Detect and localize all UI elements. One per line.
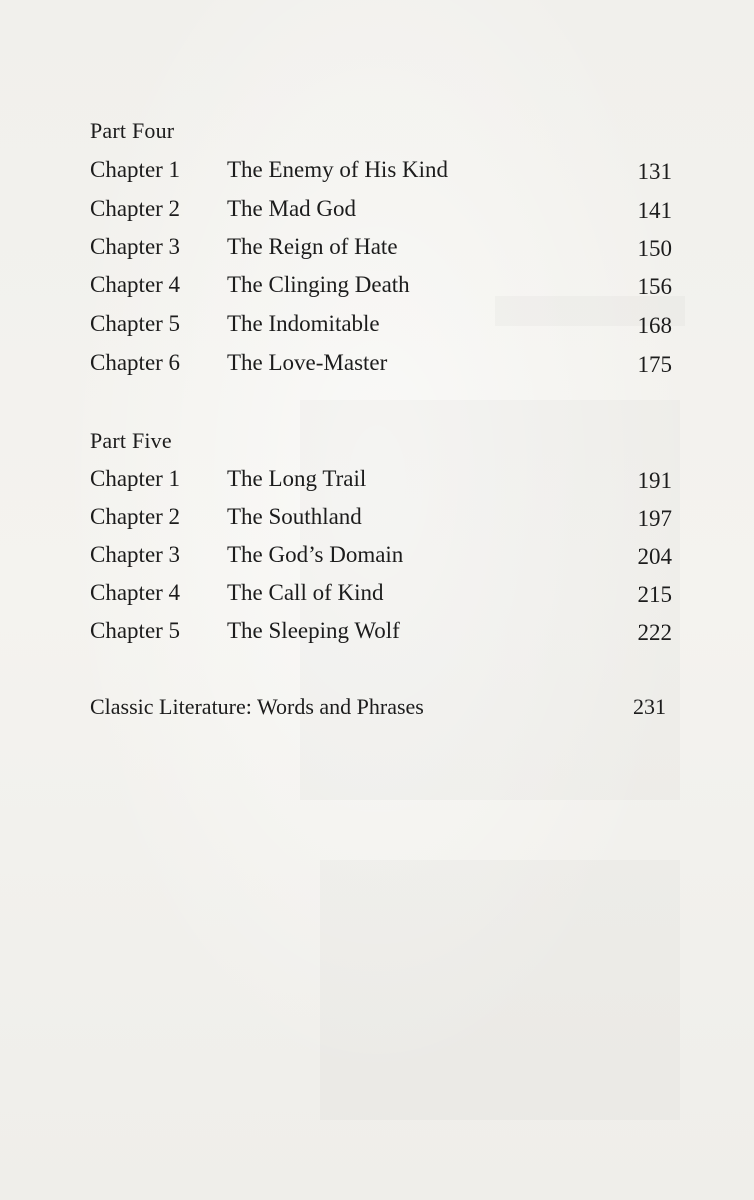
toc-row[interactable] <box>90 580 672 612</box>
toc-row[interactable] <box>90 196 672 228</box>
page-number: 175 <box>637 352 672 377</box>
chapter-title: The Clinging Death <box>227 272 410 297</box>
chapter-label: Chapter 5 <box>90 618 181 643</box>
appendix-page-number: 231 <box>633 694 666 719</box>
chapter-label: Chapter 2 <box>90 504 181 529</box>
toc-row[interactable] <box>90 504 672 536</box>
part-four-heading: Part Four <box>90 118 175 143</box>
page-number: 215 <box>637 582 672 607</box>
chapter-label: Chapter 1 <box>90 157 181 182</box>
page-number: 222 <box>637 620 672 645</box>
page-number: 150 <box>637 236 672 261</box>
chapter-label: Chapter 3 <box>90 542 181 567</box>
appendix-title: Classic Literature: Words and Phrases <box>90 694 424 719</box>
page-number: 204 <box>637 544 672 569</box>
chapter-title: The Call of Kind <box>227 580 384 605</box>
toc-row[interactable] <box>90 350 672 382</box>
bleed-through-block-2 <box>320 860 680 1120</box>
part-five-heading: Part Five <box>90 428 172 453</box>
chapter-title: The God’s Domain <box>227 542 404 567</box>
chapter-title: The Reign of Hate <box>227 234 398 259</box>
toc-row[interactable] <box>90 311 672 343</box>
chapter-label: Chapter 4 <box>90 580 181 605</box>
chapter-title: The Sleeping Wolf <box>227 618 400 643</box>
page-number: 156 <box>637 274 672 299</box>
chapter-title: The Indomitable <box>227 311 380 336</box>
toc-row[interactable] <box>90 234 672 266</box>
page-number: 141 <box>637 198 672 223</box>
chapter-title: The Southland <box>227 504 362 529</box>
page-number: 168 <box>637 313 672 338</box>
toc-row[interactable] <box>90 466 672 498</box>
chapter-label: Chapter 2 <box>90 196 181 221</box>
page-number: 191 <box>637 468 672 493</box>
chapter-label: Chapter 6 <box>90 350 181 375</box>
chapter-label: Chapter 5 <box>90 311 181 336</box>
chapter-label: Chapter 1 <box>90 466 181 491</box>
chapter-label: Chapter 4 <box>90 272 181 297</box>
chapter-title: The Enemy of His Kind <box>227 157 449 182</box>
chapter-title: The Long Trail <box>227 466 367 491</box>
chapter-title: The Mad God <box>227 196 357 221</box>
appendix-row[interactable] <box>90 694 666 724</box>
toc-row[interactable] <box>90 272 672 304</box>
chapter-title: The Love-Master <box>227 350 388 375</box>
chapter-label: Chapter 3 <box>90 234 181 259</box>
toc-row[interactable] <box>90 618 672 650</box>
page-number: 131 <box>637 159 672 184</box>
toc-row[interactable] <box>90 542 672 574</box>
toc-row[interactable] <box>90 157 672 189</box>
page-number: 197 <box>637 506 672 531</box>
